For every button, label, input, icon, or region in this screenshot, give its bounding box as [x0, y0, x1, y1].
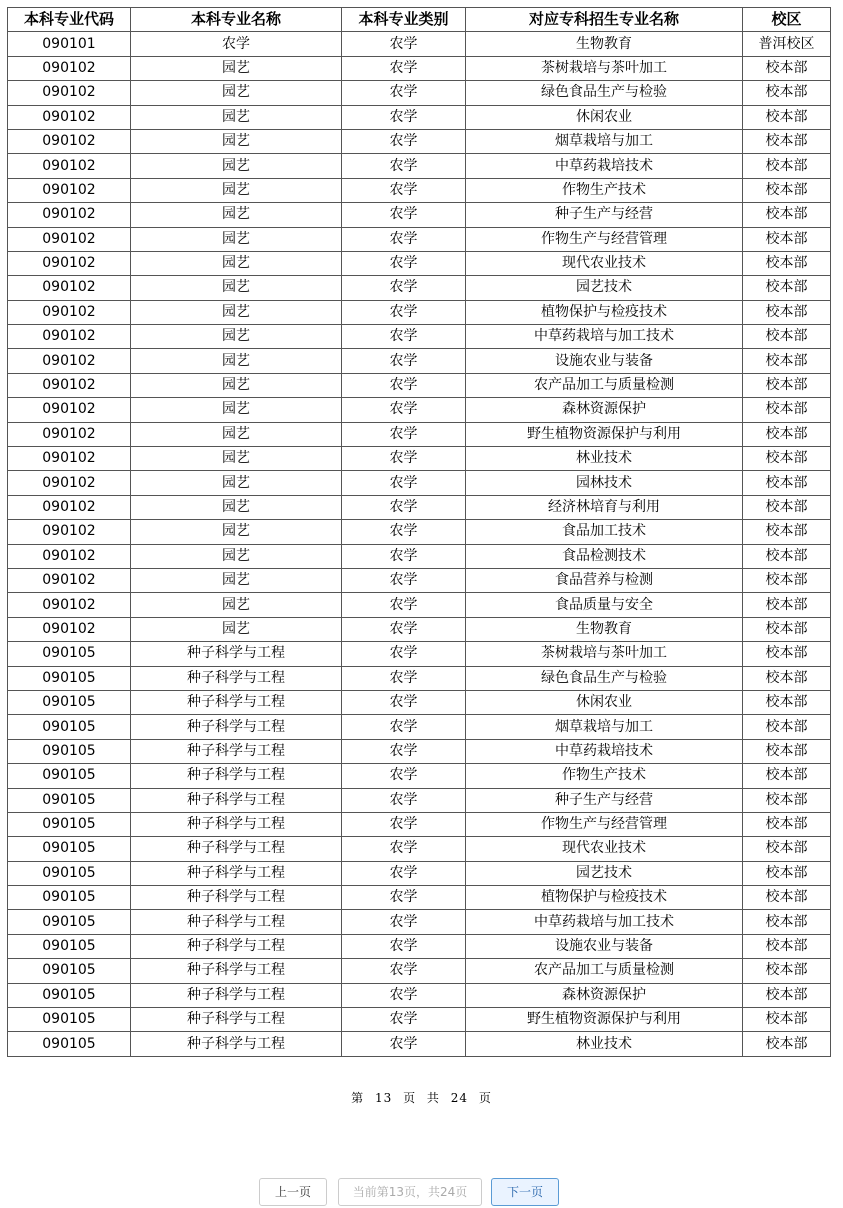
- cell-major-name: 园艺: [131, 398, 342, 422]
- table-row: [8, 349, 831, 373]
- cell-major-category: 农学: [342, 715, 466, 739]
- cell-major-code: 090105: [8, 934, 131, 958]
- cell-major-name: 种子科学与工程: [131, 959, 342, 983]
- cell-major-category: 农学: [342, 593, 466, 617]
- cell-major-name: 园艺: [131, 471, 342, 495]
- cell-major-name: 种子科学与工程: [131, 715, 342, 739]
- cell-major-category: 农学: [342, 178, 466, 202]
- cell-major-category: 农学: [342, 959, 466, 983]
- table-row: [8, 251, 831, 275]
- total-unit-label: 页: [478, 1091, 492, 1105]
- cell-major-category: 农学: [342, 837, 466, 861]
- table-row: [8, 56, 831, 80]
- cell-campus: 校本部: [743, 764, 831, 788]
- cell-major-name: 园艺: [131, 178, 342, 202]
- cell-junior-college-major: 烟草栽培与加工: [466, 715, 743, 739]
- cell-major-category: 农学: [342, 739, 466, 763]
- cell-junior-college-major: 食品加工技术: [466, 520, 743, 544]
- cell-major-name: 园艺: [131, 544, 342, 568]
- cell-major-name: 种子科学与工程: [131, 642, 342, 666]
- cell-campus: 校本部: [743, 666, 831, 690]
- cell-major-name: 种子科学与工程: [131, 764, 342, 788]
- page-unit-label: 页: [403, 1091, 417, 1105]
- cell-major-code: 090102: [8, 276, 131, 300]
- total-pages-number: 24: [450, 1091, 469, 1105]
- cell-major-code: 090102: [8, 227, 131, 251]
- cell-major-category: 农学: [342, 910, 466, 934]
- cell-major-category: 农学: [342, 812, 466, 836]
- cell-campus: 校本部: [743, 886, 831, 910]
- cell-campus: 校本部: [743, 1008, 831, 1032]
- cell-major-code: 090102: [8, 325, 131, 349]
- cell-major-code: 090102: [8, 544, 131, 568]
- cell-junior-college-major: 森林资源保护: [466, 398, 743, 422]
- cell-junior-college-major: 休闲农业: [466, 105, 743, 129]
- cell-major-category: 农学: [342, 495, 466, 519]
- cell-junior-college-major: 中草药栽培技术: [466, 154, 743, 178]
- table-row: [8, 788, 831, 812]
- cell-major-name: 种子科学与工程: [131, 861, 342, 885]
- cell-major-code: 090105: [8, 861, 131, 885]
- cell-major-name: 种子科学与工程: [131, 666, 342, 690]
- cell-major-code: 090101: [8, 32, 131, 56]
- cell-junior-college-major: 生物教育: [466, 617, 743, 641]
- table-row: [8, 812, 831, 836]
- cell-junior-college-major: 生物教育: [466, 32, 743, 56]
- cell-junior-college-major: 中草药栽培与加工技术: [466, 910, 743, 934]
- cell-campus: 校本部: [743, 300, 831, 324]
- cell-major-name: 园艺: [131, 520, 342, 544]
- cell-campus: 校本部: [743, 105, 831, 129]
- next-page-button[interactable]: 下一页: [491, 1178, 559, 1206]
- table-row: [8, 300, 831, 324]
- cell-campus: 校本部: [743, 739, 831, 763]
- cell-campus: 普洱校区: [743, 32, 831, 56]
- cell-major-name: 园艺: [131, 276, 342, 300]
- cell-major-category: 农学: [342, 81, 466, 105]
- cell-major-code: 090102: [8, 471, 131, 495]
- cell-junior-college-major: 植物保护与检疫技术: [466, 300, 743, 324]
- cell-major-code: 090102: [8, 568, 131, 592]
- cell-campus: 校本部: [743, 251, 831, 275]
- cell-major-name: 种子科学与工程: [131, 690, 342, 714]
- cell-major-name: 种子科学与工程: [131, 886, 342, 910]
- cell-campus: 校本部: [743, 373, 831, 397]
- cell-junior-college-major: 野生植物资源保护与利用: [466, 422, 743, 446]
- cell-campus: 校本部: [743, 520, 831, 544]
- cell-major-category: 农学: [342, 325, 466, 349]
- cell-major-name: 种子科学与工程: [131, 739, 342, 763]
- table-row: [8, 325, 831, 349]
- cell-campus: 校本部: [743, 325, 831, 349]
- cell-campus: 校本部: [743, 959, 831, 983]
- cell-major-category: 农学: [342, 373, 466, 397]
- cell-major-name: 种子科学与工程: [131, 910, 342, 934]
- cell-major-code: 090102: [8, 398, 131, 422]
- cell-junior-college-major: 中草药栽培技术: [466, 739, 743, 763]
- table-row: [8, 934, 831, 958]
- cell-major-category: 农学: [342, 251, 466, 275]
- cell-campus: 校本部: [743, 227, 831, 251]
- cell-major-category: 农学: [342, 300, 466, 324]
- cell-major-name: 种子科学与工程: [131, 934, 342, 958]
- table-row: [8, 959, 831, 983]
- cell-junior-college-major: 设施农业与装备: [466, 934, 743, 958]
- cell-junior-college-major: 林业技术: [466, 447, 743, 471]
- current-page-number: 13: [374, 1091, 393, 1105]
- cell-junior-college-major: 中草药栽培与加工技术: [466, 325, 743, 349]
- cell-major-name: 园艺: [131, 227, 342, 251]
- cell-campus: 校本部: [743, 276, 831, 300]
- cell-junior-college-major: 森林资源保护: [466, 983, 743, 1007]
- cell-campus: 校本部: [743, 56, 831, 80]
- table-row: [8, 837, 831, 861]
- cell-major-name: 园艺: [131, 251, 342, 275]
- cell-major-category: 农学: [342, 471, 466, 495]
- table-row: [8, 32, 831, 56]
- table-row: [8, 178, 831, 202]
- cell-major-code: 090105: [8, 764, 131, 788]
- table-row: [8, 447, 831, 471]
- cell-major-name: 园艺: [131, 105, 342, 129]
- table-row: [8, 471, 831, 495]
- table-row: [8, 690, 831, 714]
- cell-junior-college-major: 园艺技术: [466, 861, 743, 885]
- cell-major-category: 农学: [342, 690, 466, 714]
- cell-junior-college-major: 种子生产与经营: [466, 203, 743, 227]
- table-row: [8, 886, 831, 910]
- cell-major-code: 090105: [8, 690, 131, 714]
- cell-junior-college-major: 园林技术: [466, 471, 743, 495]
- table-row: [8, 617, 831, 641]
- cell-campus: 校本部: [743, 690, 831, 714]
- cell-campus: 校本部: [743, 178, 831, 202]
- table-row: [8, 764, 831, 788]
- cell-major-code: 090105: [8, 666, 131, 690]
- table-row: [8, 422, 831, 446]
- cell-major-name: 园艺: [131, 422, 342, 446]
- cell-major-category: 农学: [342, 447, 466, 471]
- cell-major-code: 090102: [8, 520, 131, 544]
- cell-major-code: 090102: [8, 495, 131, 519]
- cell-major-category: 农学: [342, 568, 466, 592]
- cell-junior-college-major: 休闲农业: [466, 690, 743, 714]
- cell-campus: 校本部: [743, 349, 831, 373]
- majors-table: [7, 7, 831, 1057]
- cell-major-code: 090102: [8, 129, 131, 153]
- cell-major-category: 农学: [342, 1032, 466, 1056]
- cell-major-name: 园艺: [131, 447, 342, 471]
- cell-junior-college-major: 现代农业技术: [466, 837, 743, 861]
- cell-major-code: 090102: [8, 81, 131, 105]
- cell-major-name: 园艺: [131, 129, 342, 153]
- table-header-row: [8, 8, 831, 32]
- cell-major-name: 种子科学与工程: [131, 983, 342, 1007]
- table-row: [8, 666, 831, 690]
- table-row: [8, 105, 831, 129]
- cell-campus: 校本部: [743, 593, 831, 617]
- cell-major-category: 农学: [342, 1008, 466, 1032]
- cell-major-name: 园艺: [131, 81, 342, 105]
- cell-major-code: 090102: [8, 154, 131, 178]
- table-row: [8, 861, 831, 885]
- cell-major-code: 090105: [8, 959, 131, 983]
- cell-campus: 校本部: [743, 983, 831, 1007]
- cell-campus: 校本部: [743, 422, 831, 446]
- cell-major-category: 农学: [342, 934, 466, 958]
- cell-junior-college-major: 作物生产技术: [466, 178, 743, 202]
- table-row: [8, 983, 831, 1007]
- cell-major-name: 园艺: [131, 56, 342, 80]
- table-row: [8, 495, 831, 519]
- cell-major-category: 农学: [342, 886, 466, 910]
- cell-major-code: 090102: [8, 349, 131, 373]
- cell-major-code: 090105: [8, 1032, 131, 1056]
- cell-major-code: 090105: [8, 739, 131, 763]
- cell-major-category: 农学: [342, 666, 466, 690]
- table-row: [8, 544, 831, 568]
- cell-major-category: 农学: [342, 398, 466, 422]
- current-page-status: 当前第13页，共24页: [338, 1178, 482, 1206]
- cell-major-name: 园艺: [131, 593, 342, 617]
- cell-major-code: 090102: [8, 593, 131, 617]
- cell-major-name: 园艺: [131, 617, 342, 641]
- cell-campus: 校本部: [743, 812, 831, 836]
- table-row: [8, 715, 831, 739]
- cell-major-name: 种子科学与工程: [131, 788, 342, 812]
- header-major-code: 本科专业代码: [8, 8, 131, 32]
- cell-junior-college-major: 作物生产技术: [466, 764, 743, 788]
- cell-campus: 校本部: [743, 568, 831, 592]
- header-junior-college-major: 对应专科招生专业名称: [466, 8, 743, 32]
- cell-campus: 校本部: [743, 1032, 831, 1056]
- table-row: [8, 910, 831, 934]
- cell-major-code: 090105: [8, 983, 131, 1007]
- cell-major-category: 农学: [342, 422, 466, 446]
- cell-junior-college-major: 植物保护与检疫技术: [466, 886, 743, 910]
- cell-junior-college-major: 种子生产与经营: [466, 788, 743, 812]
- table-row: [8, 203, 831, 227]
- cell-major-name: 园艺: [131, 203, 342, 227]
- cell-junior-college-major: 农产品加工与质量检测: [466, 373, 743, 397]
- total-label: 共: [426, 1091, 440, 1105]
- table-row: [8, 568, 831, 592]
- table-row: [8, 81, 831, 105]
- cell-campus: 校本部: [743, 861, 831, 885]
- cell-major-name: 种子科学与工程: [131, 812, 342, 836]
- cell-junior-college-major: 园艺技术: [466, 276, 743, 300]
- cell-major-code: 090105: [8, 1008, 131, 1032]
- cell-junior-college-major: 作物生产与经营管理: [466, 227, 743, 251]
- header-major-category: 本科专业类别: [342, 8, 466, 32]
- cell-junior-college-major: 绿色食品生产与检验: [466, 666, 743, 690]
- cell-major-category: 农学: [342, 520, 466, 544]
- cell-major-code: 090102: [8, 203, 131, 227]
- cell-major-name: 农学: [131, 32, 342, 56]
- cell-junior-college-major: 茶树栽培与茶叶加工: [466, 642, 743, 666]
- pagination: [0, 1178, 843, 1208]
- cell-major-name: 园艺: [131, 495, 342, 519]
- table-row: [8, 739, 831, 763]
- cell-major-name: 种子科学与工程: [131, 1008, 342, 1032]
- cell-major-category: 农学: [342, 129, 466, 153]
- cell-major-code: 090105: [8, 642, 131, 666]
- cell-campus: 校本部: [743, 203, 831, 227]
- cell-campus: 校本部: [743, 910, 831, 934]
- cell-major-category: 农学: [342, 617, 466, 641]
- table-row: [8, 129, 831, 153]
- cell-major-name: 种子科学与工程: [131, 1032, 342, 1056]
- cell-major-category: 农学: [342, 544, 466, 568]
- cell-major-code: 090102: [8, 617, 131, 641]
- cell-major-category: 农学: [342, 276, 466, 300]
- prev-page-button[interactable]: 上一页: [259, 1178, 327, 1206]
- table-row: [8, 373, 831, 397]
- page-indicator: [0, 1089, 843, 1106]
- cell-campus: 校本部: [743, 837, 831, 861]
- cell-major-name: 园艺: [131, 349, 342, 373]
- cell-major-code: 090102: [8, 300, 131, 324]
- cell-campus: 校本部: [743, 398, 831, 422]
- cell-junior-college-major: 野生植物资源保护与利用: [466, 1008, 743, 1032]
- table-row: [8, 154, 831, 178]
- cell-junior-college-major: 烟草栽培与加工: [466, 129, 743, 153]
- cell-junior-college-major: 茶树栽培与茶叶加工: [466, 56, 743, 80]
- cell-major-code: 090102: [8, 447, 131, 471]
- cell-major-code: 090105: [8, 837, 131, 861]
- cell-junior-college-major: 林业技术: [466, 1032, 743, 1056]
- cell-major-category: 农学: [342, 861, 466, 885]
- cell-major-category: 农学: [342, 788, 466, 812]
- cell-junior-college-major: 绿色食品生产与检验: [466, 81, 743, 105]
- cell-junior-college-major: 作物生产与经营管理: [466, 812, 743, 836]
- cell-campus: 校本部: [743, 129, 831, 153]
- cell-major-code: 090105: [8, 812, 131, 836]
- cell-major-code: 090102: [8, 373, 131, 397]
- cell-major-name: 园艺: [131, 568, 342, 592]
- cell-campus: 校本部: [743, 81, 831, 105]
- cell-junior-college-major: 经济林培育与利用: [466, 495, 743, 519]
- cell-major-code: 090102: [8, 422, 131, 446]
- cell-major-category: 农学: [342, 56, 466, 80]
- table-body: [8, 32, 831, 1056]
- cell-junior-college-major: 食品营养与检测: [466, 568, 743, 592]
- cell-junior-college-major: 食品检测技术: [466, 544, 743, 568]
- cell-major-code: 090102: [8, 56, 131, 80]
- cell-campus: 校本部: [743, 934, 831, 958]
- cell-major-code: 090105: [8, 788, 131, 812]
- table-row: [8, 227, 831, 251]
- cell-major-category: 农学: [342, 764, 466, 788]
- table-row: [8, 398, 831, 422]
- cell-major-name: 园艺: [131, 154, 342, 178]
- cell-major-code: 090102: [8, 105, 131, 129]
- table-row: [8, 1008, 831, 1032]
- cell-major-category: 农学: [342, 32, 466, 56]
- cell-major-category: 农学: [342, 227, 466, 251]
- cell-campus: 校本部: [743, 715, 831, 739]
- cell-major-category: 农学: [342, 983, 466, 1007]
- table-row: [8, 1032, 831, 1056]
- header-campus: 校区: [743, 8, 831, 32]
- cell-major-code: 090105: [8, 910, 131, 934]
- cell-major-code: 090102: [8, 178, 131, 202]
- cell-campus: 校本部: [743, 544, 831, 568]
- cell-campus: 校本部: [743, 471, 831, 495]
- table-row: [8, 642, 831, 666]
- cell-major-name: 种子科学与工程: [131, 837, 342, 861]
- cell-junior-college-major: 现代农业技术: [466, 251, 743, 275]
- cell-campus: 校本部: [743, 495, 831, 519]
- cell-campus: 校本部: [743, 154, 831, 178]
- cell-campus: 校本部: [743, 788, 831, 812]
- cell-major-code: 090105: [8, 886, 131, 910]
- page-label: 第: [351, 1091, 365, 1105]
- table-row: [8, 593, 831, 617]
- header-major-name: 本科专业名称: [131, 8, 342, 32]
- cell-major-category: 农学: [342, 203, 466, 227]
- cell-junior-college-major: 农产品加工与质量检测: [466, 959, 743, 983]
- cell-junior-college-major: 设施农业与装备: [466, 349, 743, 373]
- cell-major-name: 园艺: [131, 325, 342, 349]
- cell-campus: 校本部: [743, 447, 831, 471]
- cell-major-name: 园艺: [131, 373, 342, 397]
- cell-major-category: 农学: [342, 349, 466, 373]
- cell-junior-college-major: 食品质量与安全: [466, 593, 743, 617]
- cell-major-code: 090105: [8, 715, 131, 739]
- cell-campus: 校本部: [743, 642, 831, 666]
- table-row: [8, 520, 831, 544]
- cell-campus: 校本部: [743, 617, 831, 641]
- cell-major-category: 农学: [342, 154, 466, 178]
- cell-major-name: 园艺: [131, 300, 342, 324]
- table-row: [8, 276, 831, 300]
- cell-major-code: 090102: [8, 251, 131, 275]
- cell-major-category: 农学: [342, 642, 466, 666]
- cell-major-category: 农学: [342, 105, 466, 129]
